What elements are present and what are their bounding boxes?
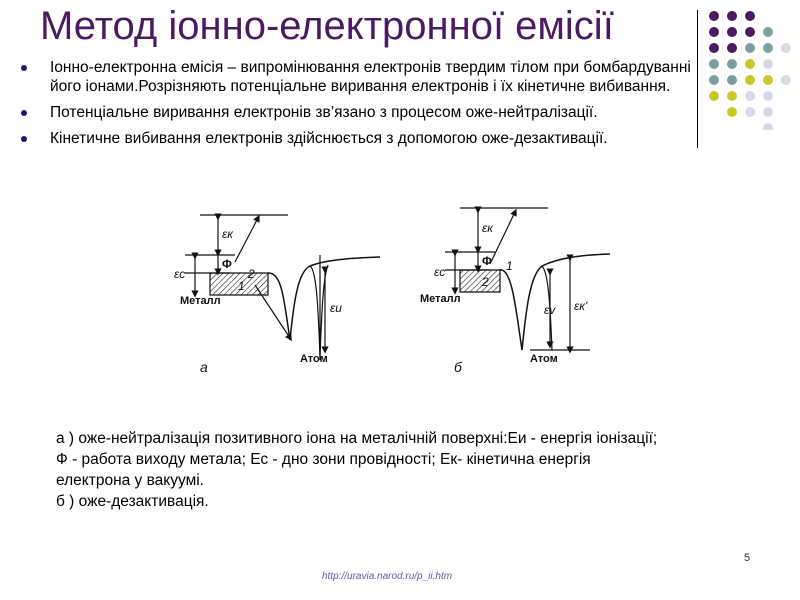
bullet-text: Потенціальне виривання електронів зв’язано з процесом оже-нейтралізації. <box>50 104 598 121</box>
decor-dot <box>727 91 737 101</box>
eps-c-label-b: εс <box>434 265 446 279</box>
decor-dot <box>781 75 791 85</box>
decor-dot <box>763 75 773 85</box>
slide-title: Метод іонно-електронної емісії <box>40 4 614 48</box>
panel-b-labels <box>420 221 588 375</box>
panel-label-b: б <box>454 359 462 375</box>
panel-a <box>185 215 380 360</box>
decor-dot <box>727 43 737 53</box>
decor-dot <box>727 27 737 37</box>
decor-dot <box>745 11 755 21</box>
decor-dot <box>709 75 719 85</box>
decor-dot <box>763 107 773 117</box>
decor-dot <box>763 59 773 69</box>
page-number: 5 <box>744 552 751 564</box>
decor-dot <box>727 107 737 117</box>
decor-dot <box>763 91 773 101</box>
bullet-text: Іонно-електронна емісія – випромінювання електронів твердим тілом при бомбардуванні його іонами.Розрізняють потенціальне виривання електронів і їх кінетичне вибивання. <box>50 59 691 95</box>
decor-dot <box>763 123 773 130</box>
transition-1-b <box>490 212 515 264</box>
bullet-item <box>18 129 698 148</box>
decor-dot <box>745 59 755 69</box>
decor-dot <box>745 107 755 117</box>
decor-dot <box>745 75 755 85</box>
eps-k-label-a: εк <box>222 227 233 241</box>
num-2-label-a: 2 <box>248 267 255 281</box>
panel-b <box>445 208 610 350</box>
decor-dot <box>709 11 719 21</box>
num-1-label-b: 1 <box>506 259 513 273</box>
decor-dot <box>763 43 773 53</box>
metal-label-a: Металл <box>180 295 221 307</box>
num-2-label-b: 2 <box>482 275 489 289</box>
eps-k-label-b: εк <box>482 221 493 235</box>
decor-dot <box>709 27 719 37</box>
caption-line: Ф - работа виходу метала; Ес - дно зони провідності; Ек- кінетична енергія <box>56 451 591 468</box>
decor-dot <box>745 43 755 53</box>
atom-potential-a <box>268 257 380 340</box>
bullet-list <box>18 58 698 155</box>
bullet-dot-icon <box>21 136 27 142</box>
caption-line: б ) оже-дезактивація. <box>56 493 209 510</box>
decor-dot <box>727 59 737 69</box>
transition-1-a <box>235 218 258 262</box>
bullet-item <box>18 58 698 96</box>
atom-label-b: Атом <box>530 353 558 365</box>
decor-dot <box>727 75 737 85</box>
phi-label-a: Φ <box>222 257 232 271</box>
decor-dot <box>709 59 719 69</box>
auger-process-diagram <box>160 200 620 390</box>
decor-dot <box>709 43 719 53</box>
decor-dot <box>745 91 755 101</box>
decorative-dot-grid <box>708 10 798 130</box>
decor-dot <box>745 27 755 37</box>
bullet-item <box>18 103 698 122</box>
caption-line: а ) оже-нейтралізація позитивного іона на металічній поверхні:Еи - енергія іонізації; <box>56 430 658 447</box>
phi-label-b: Φ <box>482 254 492 268</box>
decor-dot <box>727 11 737 21</box>
eps-k2-label-b: εк' <box>574 299 588 313</box>
eps-v-label-b: εv <box>544 303 556 317</box>
metal-band-b <box>460 270 500 292</box>
decor-dot <box>781 43 791 53</box>
atom-potential-b <box>500 254 610 350</box>
bullet-dot-icon <box>21 65 27 71</box>
eps-c-label-a: εс <box>174 267 186 281</box>
metal-label-b: Металл <box>420 293 461 305</box>
atom-label-a: Атом <box>300 353 328 365</box>
eps-i-label-a: εи <box>330 301 342 315</box>
transition-2-a <box>255 285 290 338</box>
bullet-dot-icon <box>21 110 27 116</box>
bullet-text: Кінетичне вибивання електронів здійснюється з допомогою оже-дезактивації. <box>50 130 608 147</box>
caption-line: електрона у вакуумі. <box>56 472 204 489</box>
source-url-link[interactable]: http://uravia.narod.ru/p_ii.htm <box>322 571 453 582</box>
figure-caption <box>56 428 776 512</box>
decor-dot <box>763 27 773 37</box>
decor-dot <box>709 91 719 101</box>
panel-label-a: а <box>200 359 208 375</box>
num-1-label-a: 1 <box>238 279 245 293</box>
